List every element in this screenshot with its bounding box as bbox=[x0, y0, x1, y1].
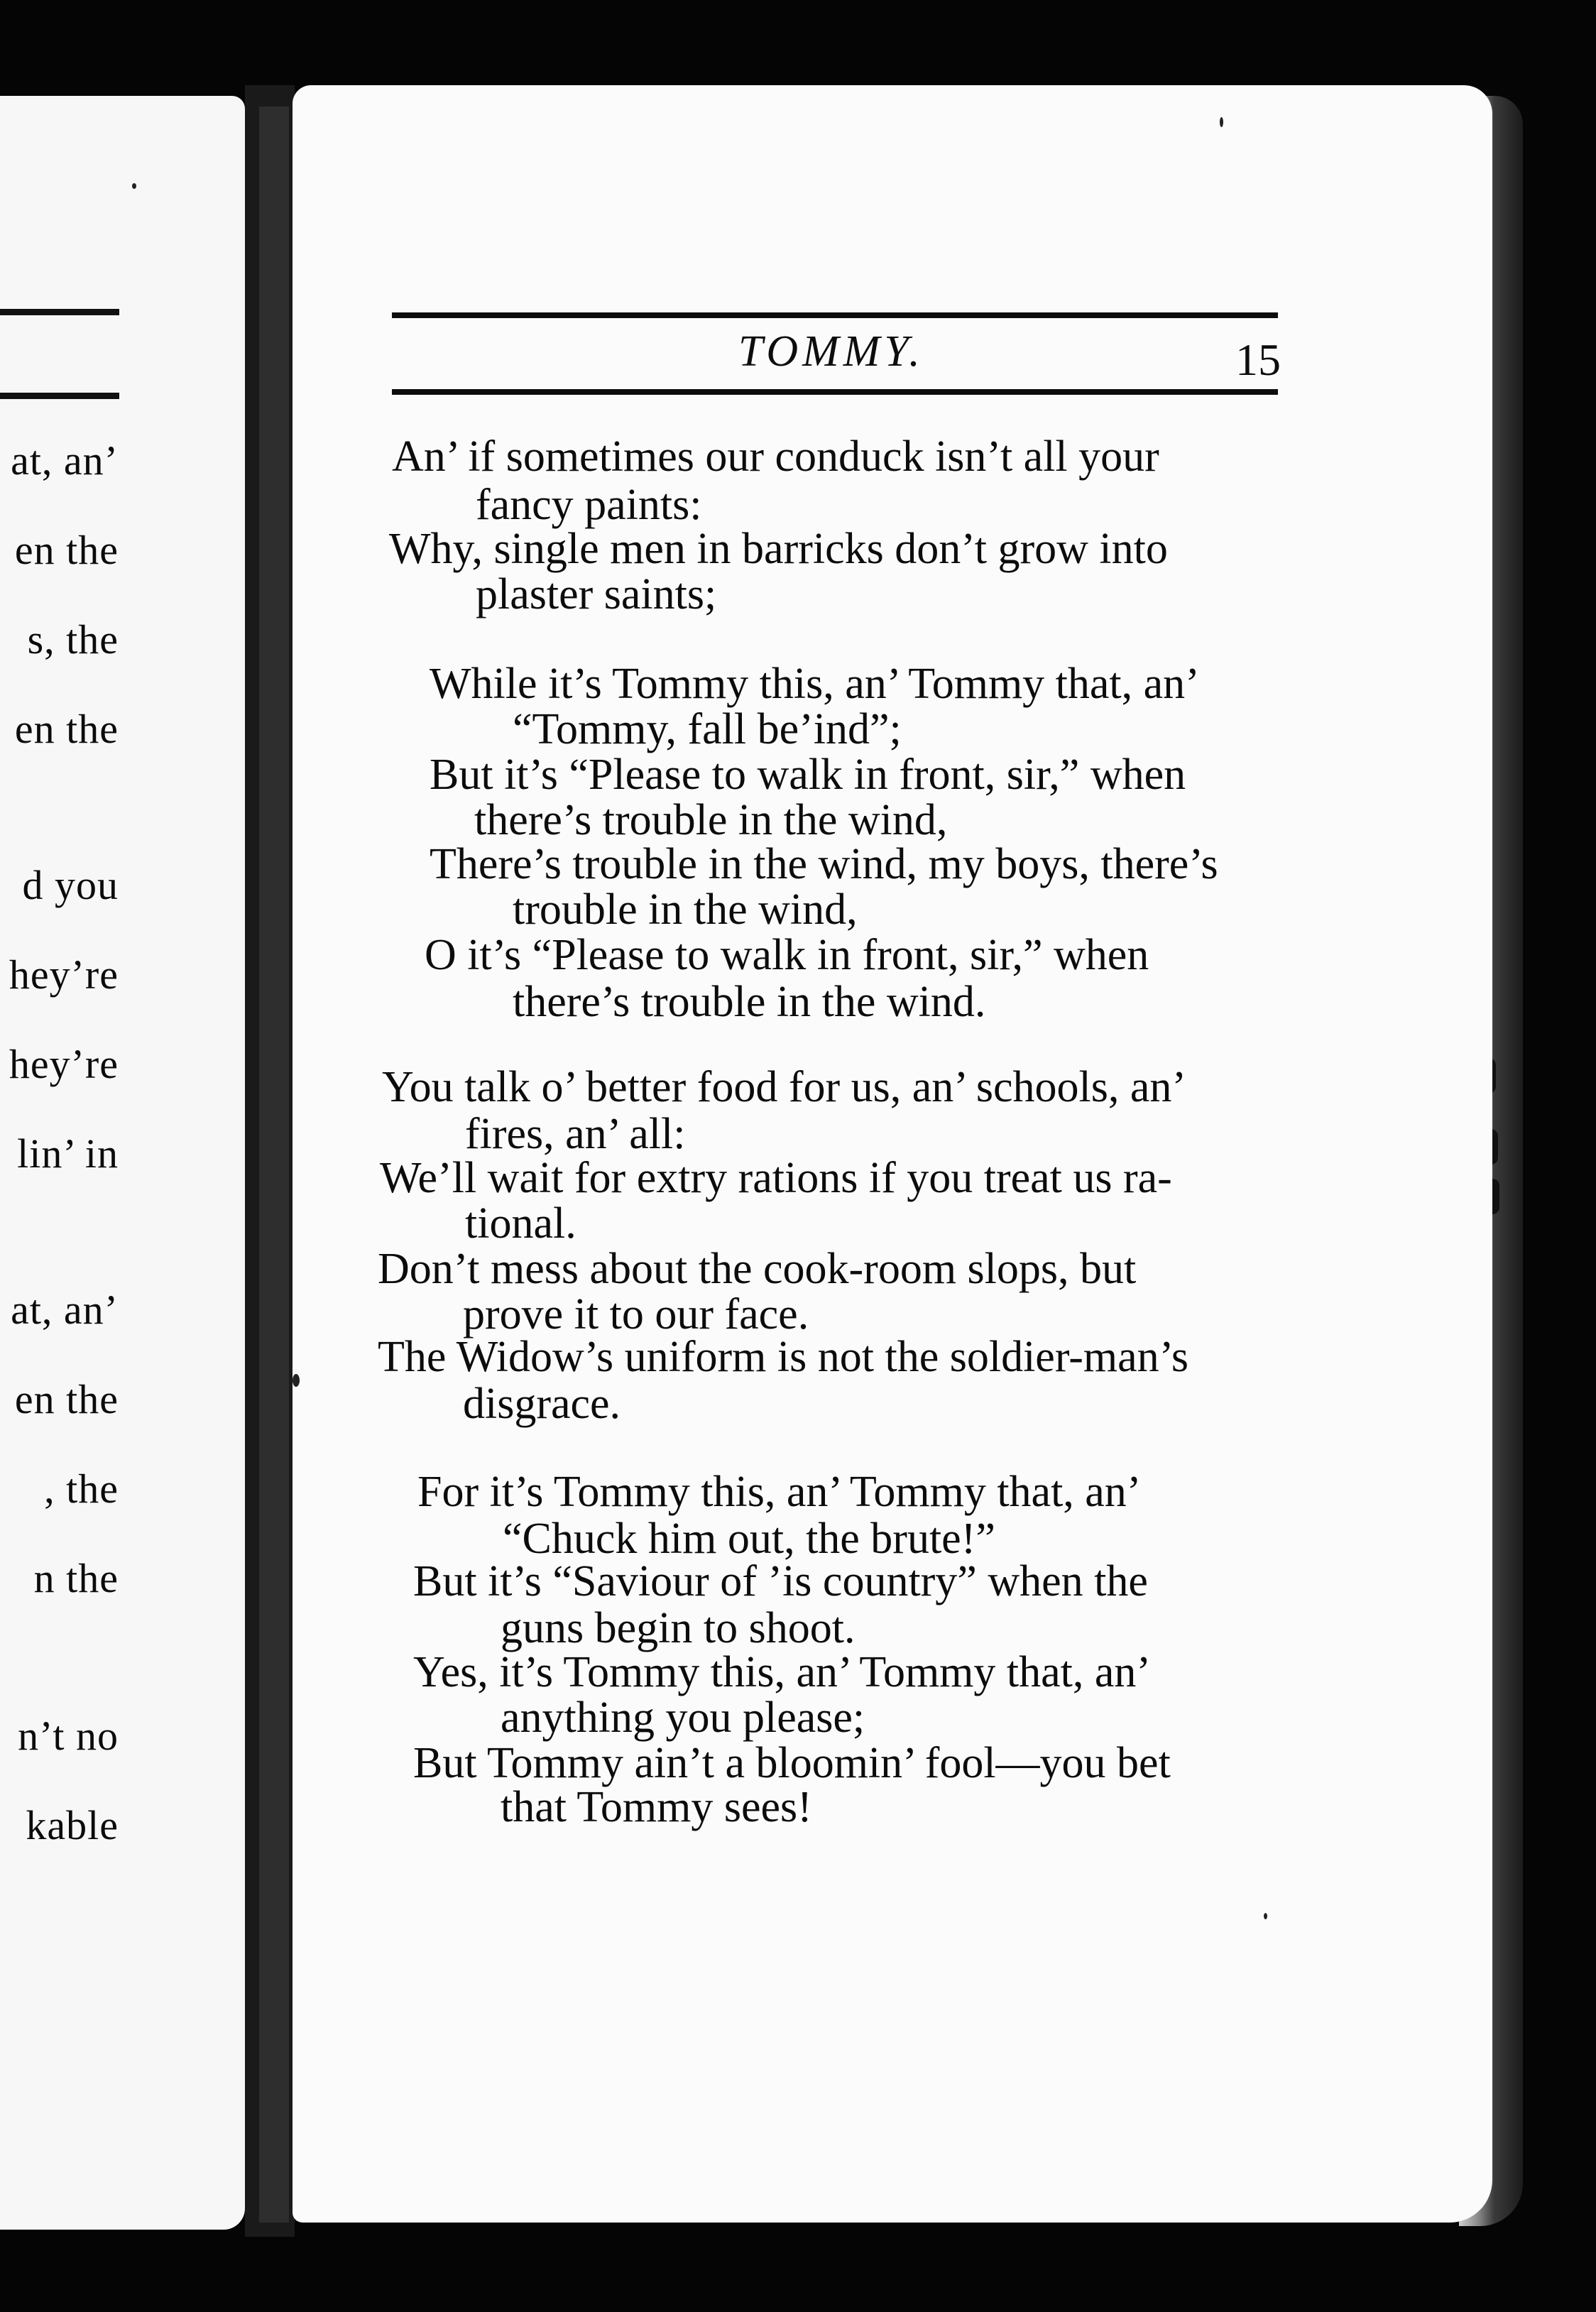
verse-line: Why, single men in barricks don’t grow into bbox=[389, 525, 1168, 573]
header-rule-top bbox=[392, 312, 1278, 318]
verse-line: Don’t mess about the cook-room slops, but bbox=[378, 1245, 1137, 1293]
left-page-fragment: n’t no bbox=[18, 1713, 119, 1759]
left-page-fragment: s, the bbox=[27, 616, 119, 662]
scan-speck bbox=[1264, 1913, 1267, 1919]
verse-line: For it’s Tommy this, an’ Tommy that, an’ bbox=[417, 1468, 1142, 1516]
verse-line: tional. bbox=[465, 1199, 576, 1248]
verse-line: While it’s Tommy this, an’ Tommy that, an’ bbox=[430, 660, 1200, 708]
running-title: TOMMY. bbox=[738, 327, 924, 376]
verse-line: We’ll wait for extry rations if you treat us ra- bbox=[380, 1154, 1172, 1202]
verse-line: trouble in the wind, bbox=[513, 885, 858, 934]
left-facing-page bbox=[0, 96, 245, 2230]
verse-line: fires, an’ all: bbox=[465, 1110, 686, 1158]
verse-line: You talk o’ better food for us, an’ schools, an’ bbox=[382, 1063, 1187, 1111]
left-page-fragment: at, an’ bbox=[11, 1287, 119, 1333]
verse-line: But it’s “Saviour of ’is country” when the bbox=[413, 1557, 1148, 1605]
verse-line: Yes, it’s Tommy this, an’ Tommy that, an’ bbox=[413, 1648, 1152, 1696]
verse-line: The Widow’s uniform is not the soldier-man’s bbox=[378, 1333, 1188, 1381]
left-page-fragment: en the bbox=[14, 706, 119, 752]
left-page-fragment: , the bbox=[44, 1466, 119, 1512]
verse-line: O it’s “Please to walk in front, sir,” when bbox=[425, 931, 1149, 979]
verse-line: guns begin to shoot. bbox=[501, 1604, 856, 1652]
left-page-fragment: n the bbox=[33, 1555, 119, 1601]
verse-line: “Chuck him out, the brute!” bbox=[503, 1515, 995, 1563]
left-page-rule-top bbox=[0, 309, 119, 315]
left-page-fragment: en the bbox=[14, 1376, 119, 1422]
left-page-fragment: lin’ in bbox=[17, 1130, 119, 1177]
verse-line: plaster saints; bbox=[476, 570, 717, 618]
verse-line: “Tommy, fall be’ind”; bbox=[513, 705, 902, 753]
left-page-fragment: en the bbox=[14, 527, 119, 573]
left-page-fragment: hey’re bbox=[9, 951, 119, 998]
left-page-fragment: hey’re bbox=[9, 1041, 119, 1087]
verse-line: An’ if sometimes our conduck isn’t all your bbox=[392, 432, 1159, 481]
scan-speck bbox=[1220, 117, 1223, 127]
verse-line: anything you please; bbox=[501, 1694, 865, 1742]
scan-speck bbox=[293, 1374, 300, 1387]
left-page-fragment: d you bbox=[22, 862, 119, 908]
scan-speck bbox=[132, 183, 136, 189]
page-number: 15 bbox=[1235, 334, 1281, 385]
verse-line: fancy paints: bbox=[476, 481, 702, 529]
header-rule-bottom bbox=[392, 389, 1278, 395]
verse-line: But Tommy ain’t a bloomin’ fool—you bet bbox=[413, 1739, 1171, 1787]
left-page-rule-bottom bbox=[0, 393, 119, 399]
verse-line: there’s trouble in the wind, bbox=[474, 796, 948, 844]
book-gutter-shadow bbox=[259, 107, 289, 2223]
verse-line: But it’s “Please to walk in front, sir,” when bbox=[430, 751, 1186, 799]
verse-line: prove it to our face. bbox=[463, 1290, 809, 1338]
left-page-fragment: kable bbox=[26, 1802, 119, 1848]
verse-line: There’s trouble in the wind, my boys, there’s bbox=[430, 840, 1218, 888]
verse-line: that Tommy sees! bbox=[501, 1783, 812, 1831]
verse-line: there’s trouble in the wind. bbox=[513, 978, 986, 1026]
left-page-fragment: at, an’ bbox=[11, 437, 119, 484]
verse-line: disgrace. bbox=[463, 1380, 621, 1428]
